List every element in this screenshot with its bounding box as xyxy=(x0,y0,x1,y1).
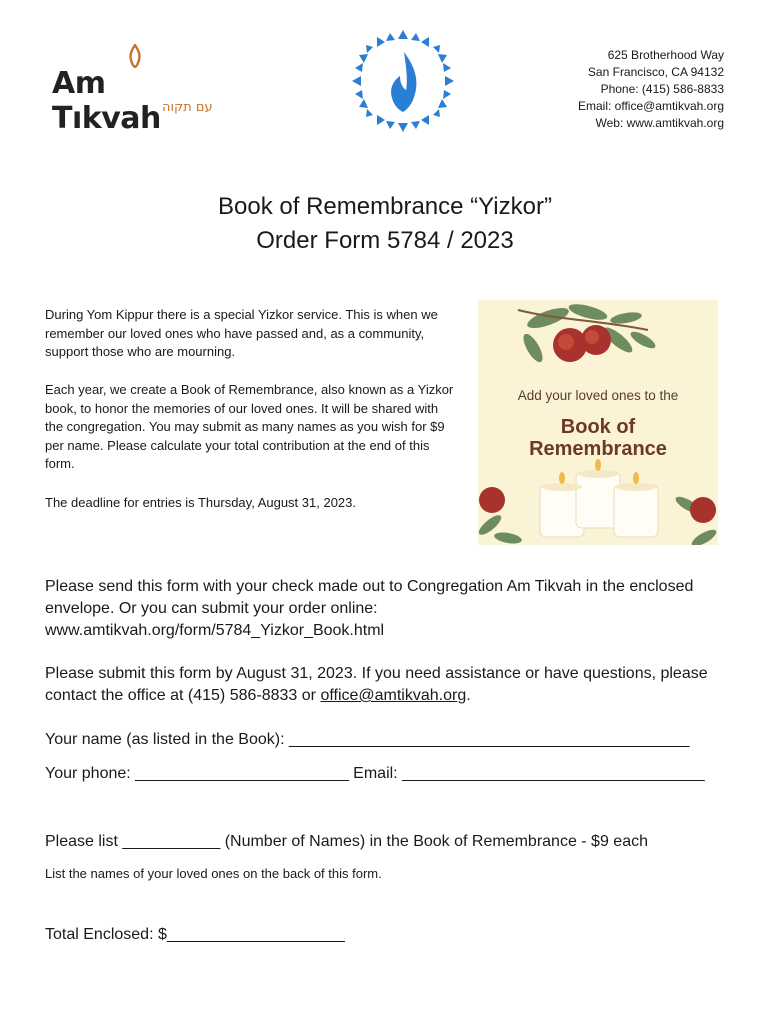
submit-prefix: Please submit this form by xyxy=(45,665,237,682)
contact-block xyxy=(578,47,724,132)
send-instructions xyxy=(45,576,735,642)
address-line-2: San Francisco, CA 94132 xyxy=(587,65,724,79)
intro-paragraph-1: During Yom Kippur there is a special Yizkor service. This is when we remember our loved ones who have passed and, as a community, support those who are mourning. xyxy=(45,307,438,359)
star-flame-emblem-icon xyxy=(350,28,456,134)
flame-icon xyxy=(128,44,142,68)
payee-name: Congregation Am Tikvah xyxy=(406,578,582,595)
logo-wordmark: Am Tıkvah xyxy=(52,66,161,136)
am-tikvah-logo xyxy=(52,44,222,136)
book-of-remembrance-image xyxy=(478,300,718,545)
deadline-date: Thursday, August 31, 2023. xyxy=(197,495,356,510)
order-url[interactable]: www.amtikvah.org/form/5784_Yizkor_Book.html xyxy=(45,622,385,639)
office-email-link[interactable]: office@amtikvah.org xyxy=(320,687,467,704)
send-prefix: Please send this form with your check made out to xyxy=(45,578,407,595)
web-text: Web: www.amtikvah.org xyxy=(595,116,724,130)
logo-hebrew: עם תקוה xyxy=(162,100,213,115)
page-title xyxy=(0,190,770,258)
total-enclosed-field[interactable]: Total Enclosed: $____________________ xyxy=(45,926,345,943)
phone-text: Phone: (415) 586-8833 xyxy=(600,82,724,96)
title-line-1: Book of Remembrance “Yizkor” xyxy=(218,193,552,220)
back-of-form-note: List the names of your loved ones on the back of this form. xyxy=(45,866,382,881)
ad-heading-line-2: Remembrance xyxy=(529,438,667,460)
address-line-1: 625 Brotherhood Way xyxy=(607,48,724,62)
ad-heading xyxy=(478,416,718,460)
intro-paragraph-2: Each year, we create a Book of Remembrance, also known as a Yizkor book, to honor the memories of our loved ones. It will be shared with the congregation. You may submit as many names as you wish for $9 per name. Please calculate your total contribution at the end of this form. xyxy=(45,382,454,471)
phone-email-field[interactable]: Your phone: ________________________ Email: __________________________________ xyxy=(45,765,705,782)
number-of-names-field[interactable]: Please list ___________ (Number of Names) in the Book of Remembrance - $9 each xyxy=(45,833,648,850)
name-field[interactable]: Your name (as listed in the Book): _____________________________________________ xyxy=(45,731,690,748)
deadline-text xyxy=(45,494,455,513)
deadline-prefix: The deadline for entries is xyxy=(45,495,198,510)
submit-instructions xyxy=(45,663,735,707)
submit-middle: . If you need assistance or have questions, please contact the office at (415) 586-8833 or xyxy=(45,665,708,704)
ad-line-1: Add your loved ones to the xyxy=(517,388,679,403)
submit-date: August 31, 2023 xyxy=(236,665,353,682)
email-text: Email: office@amtikvah.org xyxy=(577,99,724,113)
send-middle: in the enclosed envelope. Or you can submit your order online: xyxy=(45,578,694,617)
submit-suffix: . xyxy=(466,687,471,704)
ad-heading-line-1: Book of xyxy=(560,416,636,438)
title-line-2: Order Form 5784 / 2023 xyxy=(256,227,514,254)
